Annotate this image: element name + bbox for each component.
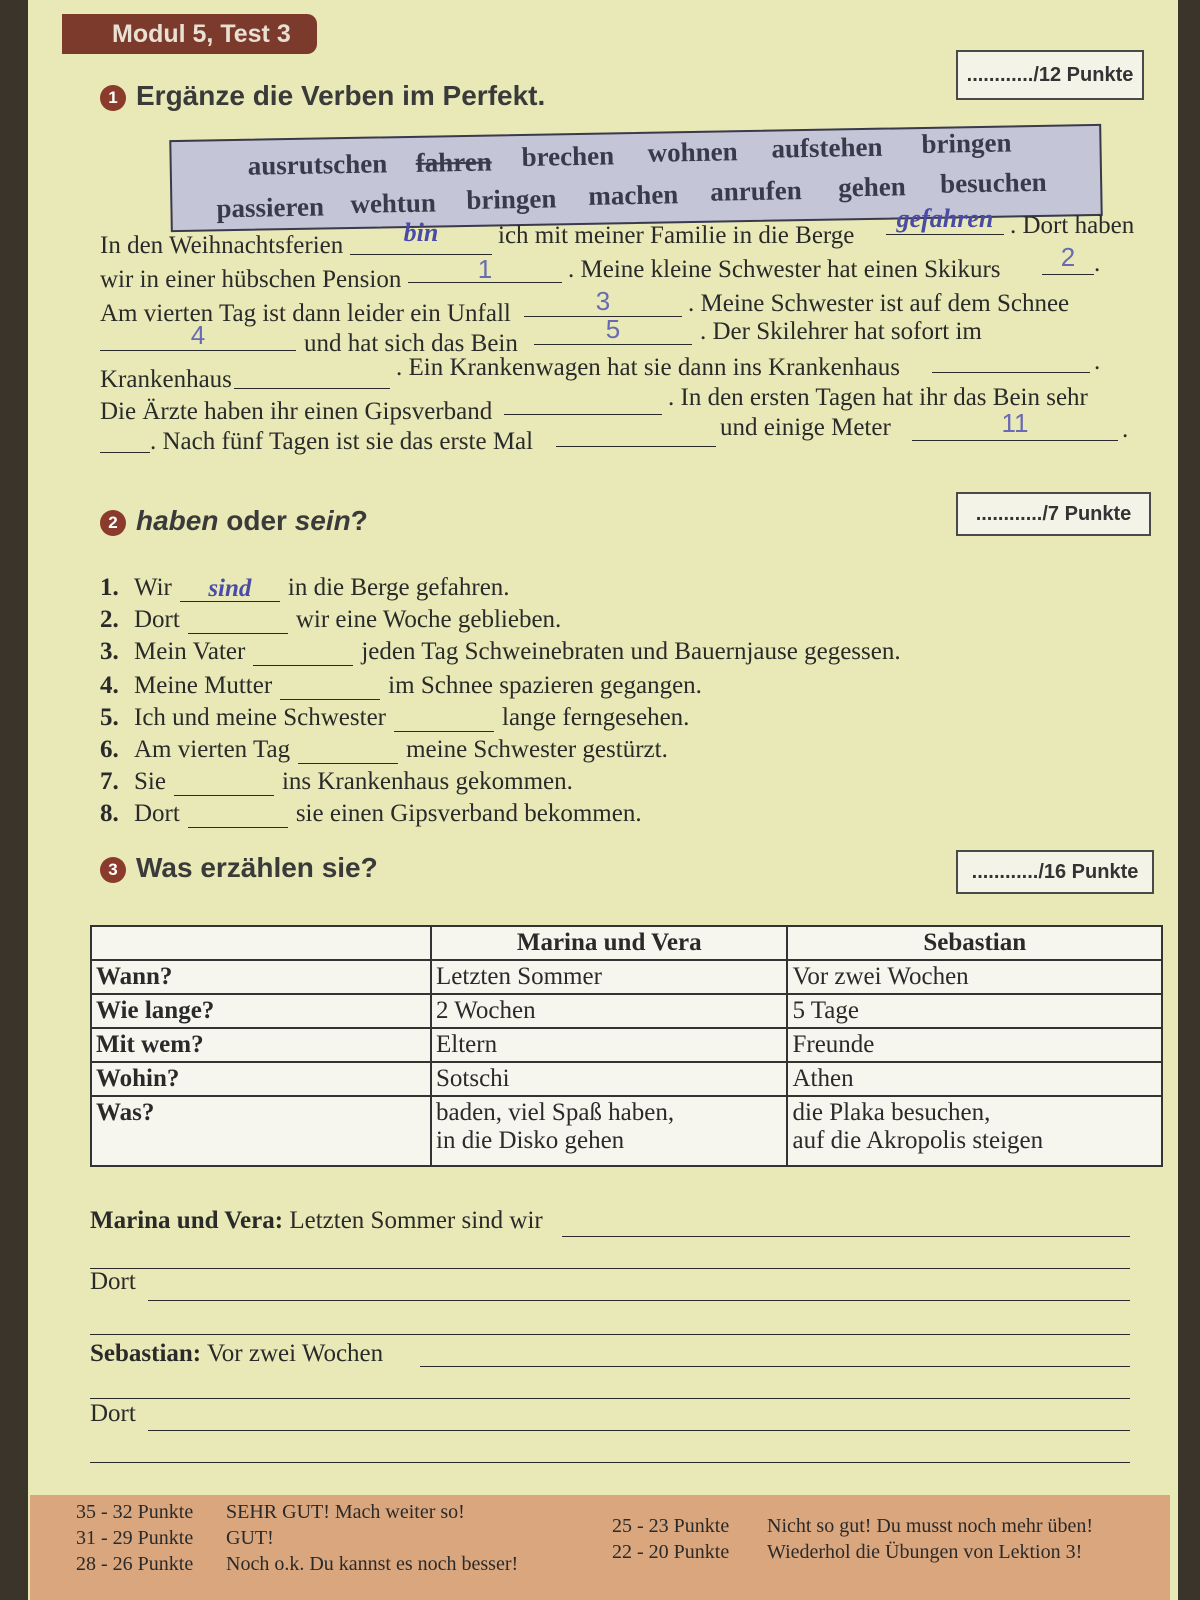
item-text-before: Ich und meine Schwester — [134, 704, 387, 731]
handwritten-answer: sind — [208, 575, 252, 602]
writing-line[interactable] — [90, 1398, 1130, 1399]
marina-label: Marina und Vera: — [90, 1207, 284, 1234]
answer-blank[interactable] — [504, 386, 662, 415]
text-fragment: . — [1122, 416, 1129, 443]
table-row — [91, 960, 1162, 994]
writing-line[interactable] — [90, 1268, 1130, 1269]
section3-title — [100, 852, 378, 884]
item-text-after: ins Krankenhaus gekommen. — [281, 768, 573, 795]
section2-title-qmark: ? — [350, 505, 368, 536]
table-cell: Eltern — [431, 1028, 787, 1062]
item-text-before: Dort — [134, 606, 180, 633]
score-row — [76, 1527, 274, 1550]
verb: ausrutschen — [247, 148, 388, 181]
answer-blank[interactable] — [556, 418, 716, 447]
text-fragment: wir in einer hübschen Pension — [100, 266, 402, 293]
item-text-after: im Schnee spazieren gegangen. — [388, 672, 702, 699]
table-cell: 2 Wochen — [431, 994, 787, 1028]
text-fragment: Die Ärzte haben ihr einen Gipsverband — [100, 398, 493, 425]
answer-blank[interactable] — [932, 344, 1090, 373]
item-text-before: Wir — [134, 574, 172, 601]
text-fragment: . Meine Schwester ist auf dem Schnee — [688, 290, 1070, 317]
text-fragment: und hat sich das Bein — [304, 330, 518, 357]
item-text-before: Meine Mutter — [134, 672, 273, 699]
verb: wohnen — [647, 136, 738, 168]
answer-blank[interactable] — [180, 575, 280, 602]
text-fragment: In den Weihnachtsferien — [100, 232, 344, 259]
score-footer — [30, 1495, 1170, 1600]
trip-table — [90, 925, 1163, 1167]
text-fragment: ich mit meiner Familie in die Berge — [498, 222, 855, 249]
answer-blank[interactable] — [100, 424, 150, 453]
text-fragment: Am vierten Tag ist dann leider ein Unfall — [100, 300, 511, 327]
item-number: 6. — [100, 736, 119, 763]
item-text-after: meine Schwester gestürzt. — [406, 736, 668, 763]
section2-title — [100, 505, 368, 537]
item-text-before: Sie — [134, 768, 166, 795]
verb: passieren — [216, 191, 325, 224]
verb: machen — [588, 179, 679, 211]
writing-prompt-sebastian — [90, 1340, 383, 1368]
item-text-before: Am vierten Tag — [134, 736, 291, 763]
item-text-after: wir eine Woche geblieben. — [295, 606, 562, 633]
handwritten-answer: gefahren — [896, 204, 994, 233]
item-text-after: sie einen Gipsverband bekommen. — [295, 800, 642, 827]
score-row — [612, 1541, 1082, 1564]
item-text-after: jeden Tag Schweinebraten und Bauernjause gegessen. — [361, 638, 901, 665]
item-number: 3. — [100, 638, 119, 665]
section1-number: 1 — [100, 85, 126, 111]
verb-crossed: fahren — [415, 146, 492, 178]
text-fragment: . — [1094, 348, 1101, 375]
table-cell: Sotschi — [431, 1062, 787, 1096]
table-row — [91, 1096, 1162, 1166]
answer-blank[interactable] — [188, 607, 288, 634]
verb: gehen — [837, 171, 906, 203]
table-cell: die Plaka besuchen, auf die Akropolis steigen — [787, 1096, 1162, 1166]
answer-blank[interactable] — [253, 639, 353, 666]
score-range: 22 - 20 Punkte — [612, 1541, 730, 1563]
verb: aufstehen — [771, 131, 883, 164]
score-text: Nicht so gut! Du musst noch mehr üben! — [767, 1515, 1094, 1537]
exercise-item — [100, 704, 689, 732]
section1-title-text: Ergänze die Verben im Perfekt. — [136, 80, 546, 111]
table-row-label: Mit wem? — [91, 1028, 431, 1062]
score-row — [612, 1515, 1093, 1538]
section2-points-box: ............/7 Punkte — [956, 492, 1151, 536]
score-range: 28 - 26 Punkte — [76, 1553, 194, 1575]
handwritten-answer: bin — [403, 218, 439, 247]
score-range: 31 - 29 Punkte — [76, 1527, 194, 1549]
text-fragment: Krankenhaus — [100, 366, 232, 393]
writing-line[interactable] — [420, 1366, 1130, 1367]
answer-blank[interactable] — [394, 705, 494, 732]
score-text: SEHR GUT! Mach weiter so! — [226, 1501, 465, 1523]
text-fragment: . Meine kleine Schwester hat einen Skikurs — [568, 256, 1001, 283]
table-row-label: Wohin? — [91, 1062, 431, 1096]
section2-number: 2 — [100, 510, 126, 536]
table-cell: 5 Tage — [787, 994, 1162, 1028]
score-range: 35 - 32 Punkte — [76, 1501, 194, 1523]
table-cell: baden, viel Spaß haben, in die Disko gehen — [431, 1096, 787, 1166]
answer-blank[interactable] — [234, 360, 390, 389]
table-cell: Letzten Sommer — [431, 960, 787, 994]
section3-title-text: Was erzählen sie? — [136, 852, 378, 883]
text-fragment: . Dort haben — [1010, 212, 1135, 239]
handwritten-answer: 1 — [477, 254, 493, 284]
item-text-after: lange ferngesehen. — [502, 704, 690, 731]
item-number: 7. — [100, 768, 119, 795]
text-fragment: . In den ersten Tagen hat ihr das Bein sehr — [668, 384, 1088, 411]
marina-start: Letzten Sommer sind wir — [289, 1207, 543, 1234]
text-fragment: . — [1094, 250, 1101, 277]
table-row — [91, 994, 1162, 1028]
table-row — [91, 1028, 1162, 1062]
sebastian-label: Sebastian: — [90, 1340, 202, 1367]
exercise-item — [100, 574, 510, 602]
item-text-after: in die Berge gefahren. — [287, 574, 510, 601]
table-header-row — [91, 926, 1162, 960]
table-cell: Athen — [787, 1062, 1162, 1096]
score-row — [76, 1501, 465, 1524]
handwritten-answer: 3 — [595, 286, 611, 316]
section2-title-sein: sein — [294, 505, 351, 536]
answer-blank[interactable] — [188, 801, 288, 828]
score-text: Wiederhol die Übungen von Lektion 3! — [767, 1541, 1083, 1563]
answer-blank[interactable] — [298, 737, 398, 764]
table-cell: Freunde — [787, 1028, 1162, 1062]
handwritten-answer: 4 — [190, 320, 206, 350]
exercise-item — [100, 736, 668, 764]
section3-number: 3 — [100, 857, 126, 883]
exercise-item — [100, 672, 702, 700]
score-range: 25 - 23 Punkte — [612, 1515, 730, 1537]
section2-title-oder: oder — [218, 505, 295, 536]
table-row-label: Was? — [91, 1096, 431, 1166]
section3-points-box: ............/16 Punkte — [956, 850, 1154, 894]
table-row-label: Wann? — [91, 960, 431, 994]
score-text: Noch o.k. Du kannst es noch besser! — [226, 1553, 519, 1575]
item-text-before: Mein Vater — [134, 638, 246, 665]
item-number: 5. — [100, 704, 119, 731]
table-cell: Vor zwei Wochen — [787, 960, 1162, 994]
item-number: 8. — [100, 800, 119, 827]
writing-line[interactable] — [90, 1334, 1130, 1335]
section1-points-box: ............/12 Punkte — [956, 50, 1144, 100]
writing-line[interactable] — [562, 1236, 1130, 1237]
writing-prompt-marina — [90, 1207, 543, 1235]
verb: anrufen — [709, 175, 803, 207]
text-fragment: . Nach fünf Tagen ist sie das erste Mal — [150, 428, 534, 455]
verb: brechen — [521, 140, 615, 172]
answer-blank[interactable] — [280, 673, 380, 700]
text-fragment: . Ein Krankenwagen hat sie dann ins Krankenhaus — [396, 354, 901, 381]
verb: bringen — [466, 183, 557, 215]
text-fragment: . Der Skilehrer hat sofort im — [700, 318, 982, 345]
exercise-item — [100, 800, 642, 828]
writing-line[interactable] — [90, 1462, 1130, 1463]
section1-title — [100, 80, 545, 112]
exercise-item — [100, 606, 561, 634]
writing-line[interactable] — [148, 1300, 1130, 1301]
verb: bringen — [921, 127, 1012, 160]
module-tab: Modul 5, Test 3 — [62, 14, 317, 54]
exercise-item — [100, 768, 573, 796]
item-number: 1. — [100, 574, 119, 601]
handwritten-answer: 11 — [1001, 408, 1029, 438]
item-number: 4. — [100, 672, 119, 699]
verb: besuchen — [939, 166, 1047, 199]
table-header-empty — [91, 926, 431, 960]
sebastian-start: Vor zwei Wochen — [206, 1340, 384, 1367]
handwritten-answer: 5 — [605, 314, 621, 344]
table-header-sebastian: Sebastian — [787, 926, 1162, 960]
worksheet-page — [28, 0, 1178, 1600]
item-number: 2. — [100, 606, 119, 633]
verb: wehtun — [350, 187, 437, 219]
handwritten-answer: 2 — [1060, 242, 1076, 272]
score-row — [76, 1553, 518, 1576]
table-row-label: Wie lange? — [91, 994, 431, 1028]
table-row — [91, 1062, 1162, 1096]
writing-prompt-dort: Dort — [90, 1400, 136, 1427]
table-header-marina: Marina und Vera — [431, 926, 787, 960]
exercise-item — [100, 638, 901, 666]
answer-blank[interactable] — [174, 769, 274, 796]
item-text-before: Dort — [134, 800, 180, 827]
score-text: GUT! — [226, 1527, 274, 1549]
writing-line[interactable] — [148, 1430, 1130, 1431]
writing-prompt-dort: Dort — [90, 1268, 136, 1295]
section2-title-haben: haben — [136, 505, 219, 536]
text-fragment: und einige Meter — [720, 414, 891, 441]
